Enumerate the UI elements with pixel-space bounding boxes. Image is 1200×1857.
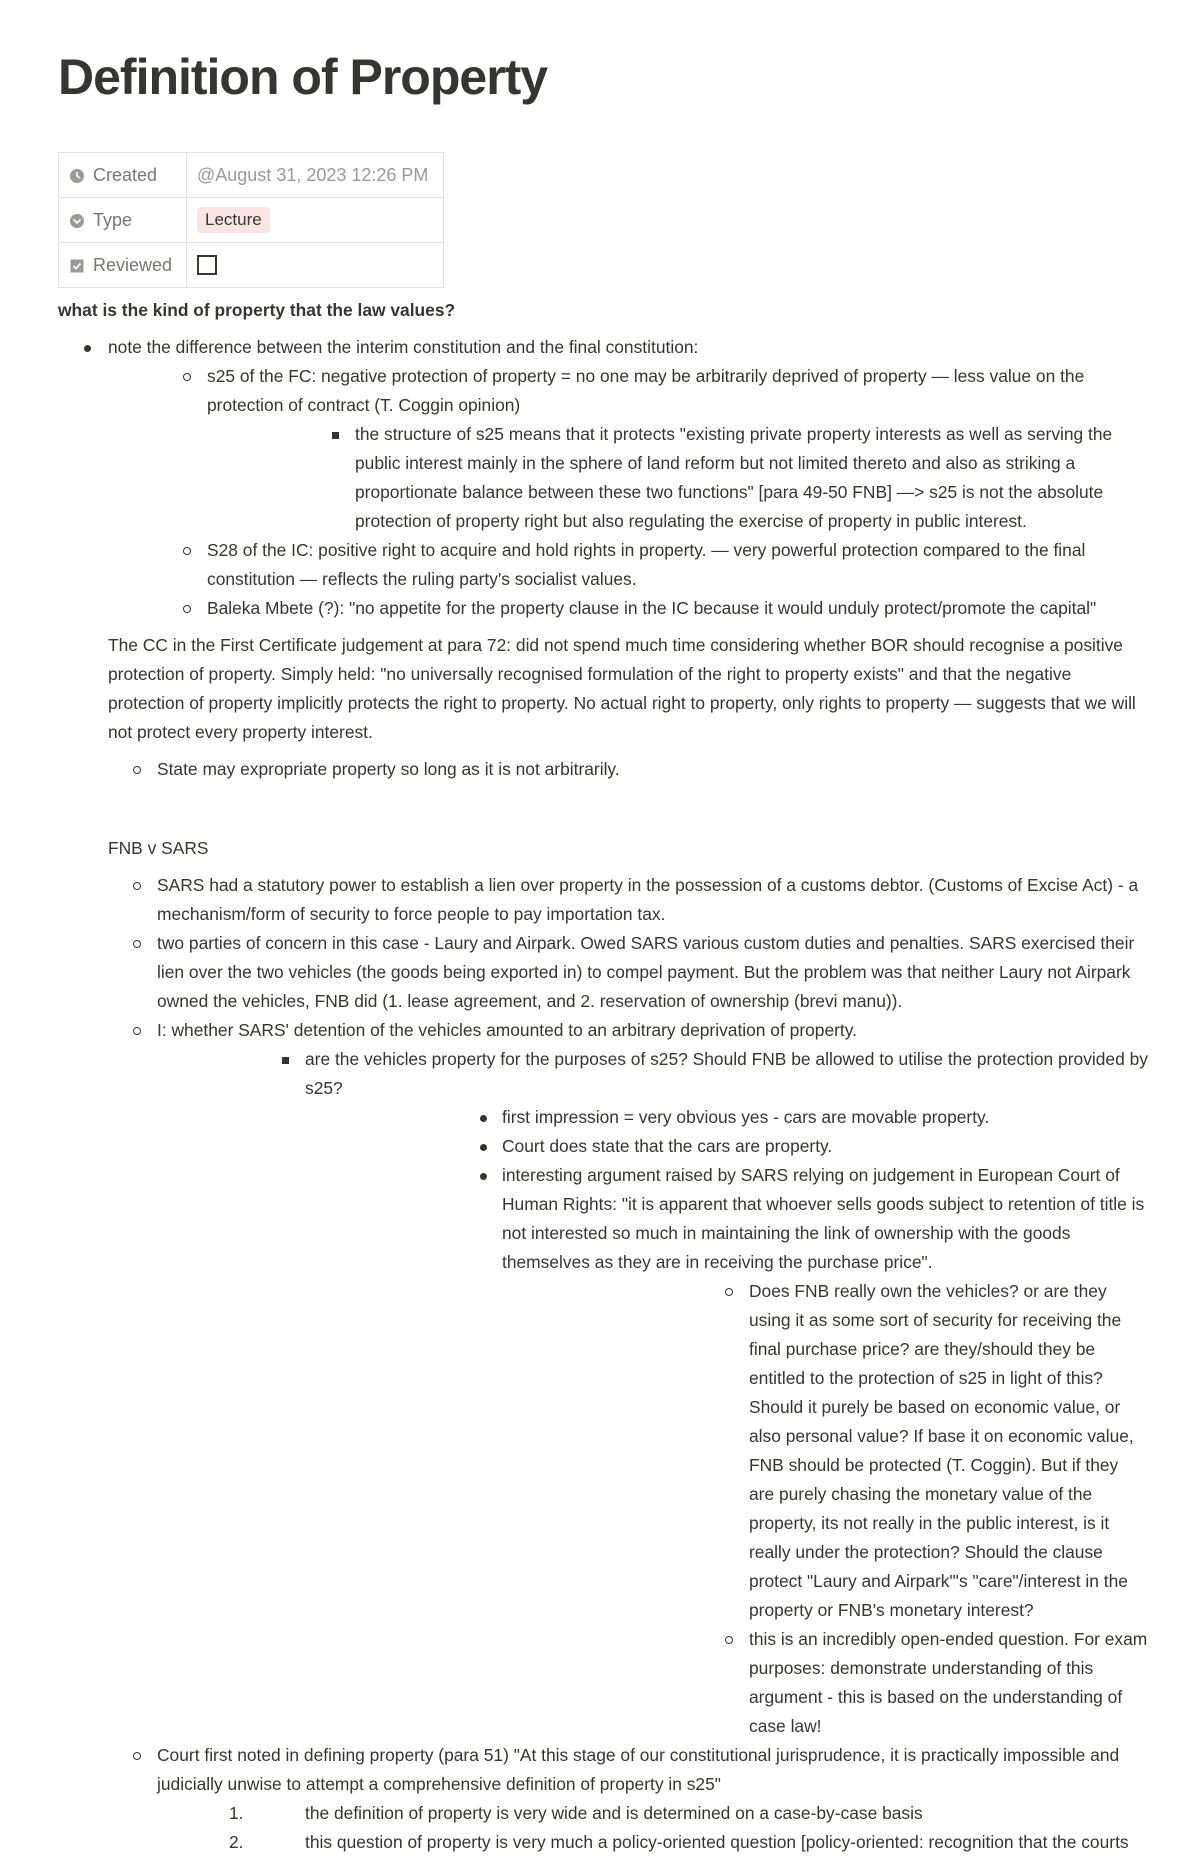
point-1-text: the definition of property is very wide and is determined on a case-by-case basis bbox=[305, 1803, 923, 1823]
open-ended-text: this is an incredibly open-ended question. For exam purposes: demonstrate understanding of this argument - this is based on the understanding of case law! bbox=[749, 1629, 1148, 1736]
bullet-list bbox=[502, 1277, 1148, 1741]
vehicles-question-text: are the vehicles property for the purposes of s25? Should FNB be allowed to utilise the protection provided by s25? bbox=[305, 1049, 1148, 1098]
s25-structure-text: the structure of s25 means that it protects "existing private property interests as well as serving the public interest mainly in the sphere of land reform but not limited thereto and also as striking a proportionate balance between these two functions" [para 49-50 FNB] —> s25 is not the absolute protection of property right but also regulating the exercise of property in public interest. bbox=[355, 424, 1113, 531]
sars-power-text: SARS had a statutory power to establish a lien over property in the possession of a customs debtor. (Customs of Excise Act) - a mechanism/form of security to force people to pay importation tax. bbox=[157, 875, 1139, 924]
interesting-text: interesting argument raised by SARS relying on judgement in European Court of Human Rights: "it is apparent that whoever sells goods subject to retention of title is not interested so much in maintaining the link of ownership with the goods themselves as they are in receiving the purchase price". bbox=[502, 1165, 1145, 1272]
bullet-list bbox=[108, 362, 1148, 623]
created-label: Created bbox=[93, 164, 158, 185]
question-heading: what is the kind of property that the law values? bbox=[58, 300, 456, 320]
note-text: note the difference between the interim constitution and the final constitution: bbox=[108, 337, 699, 357]
court-first-text: Court first noted in defining property (para 51) "At this stage of our constitutional jurisprudence, it is practically impossible and judicially unwise to attempt a comprehensive definition of property in s25" bbox=[157, 1745, 1120, 1794]
bullet-list bbox=[58, 871, 1148, 1857]
property-key-reviewed bbox=[59, 243, 187, 288]
bullet-list bbox=[58, 333, 1148, 623]
list-item bbox=[58, 755, 1148, 784]
baleka-text: Baleka Mbete (?): "no appetite for the property clause in the IC because it would unduly protect/promote the capital" bbox=[207, 598, 1097, 618]
list-item bbox=[305, 1103, 1148, 1132]
numbered-list bbox=[157, 1799, 1148, 1857]
page-body bbox=[58, 296, 1148, 1857]
first-impression-text: first impression = very obvious yes - cars are movable property. bbox=[502, 1107, 990, 1127]
property-key-type bbox=[59, 198, 187, 243]
bullet-list bbox=[207, 420, 1148, 536]
court-state-text: Court does state that the cars are property. bbox=[502, 1136, 833, 1156]
select-icon bbox=[69, 213, 85, 229]
created-date: @August 31, 2023 12:26 PM bbox=[197, 164, 429, 185]
list-item bbox=[108, 362, 1148, 536]
property-value-reviewed bbox=[187, 243, 444, 288]
page-title: Definition of Property bbox=[58, 49, 548, 105]
parties-text: two parties of concern in this case - Laury and Airpark. Owed SARS various custom duties and penalties. SARS exercised their lien over the two vehicles (the goods being exported in) to compel payment. But the problem was that neither Laury not Airpark owned the vehicles, FNB did (1. lease agreement, and 2. reservation of ownership (brevi manu)). bbox=[157, 933, 1135, 1011]
list-item bbox=[58, 333, 1148, 623]
bullet-list bbox=[58, 755, 1148, 784]
bullet-list bbox=[157, 1045, 1148, 1741]
s25-text: s25 of the FC: negative protection of property = no one may be arbitrarily deprived of property — less value on the protection of contract (T. Coggin opinion) bbox=[207, 366, 1085, 415]
list-item bbox=[58, 1016, 1148, 1741]
list-item bbox=[502, 1277, 1148, 1625]
list-item bbox=[502, 1625, 1148, 1741]
state-text: State may expropriate property so long as it is not arbitrarily. bbox=[157, 759, 620, 779]
list-number: 1. bbox=[229, 1803, 244, 1823]
checkbox-icon bbox=[69, 258, 85, 274]
list-item bbox=[305, 1161, 1148, 1741]
property-row-type bbox=[59, 198, 444, 243]
reviewed-checkbox[interactable] bbox=[197, 255, 217, 275]
property-row-reviewed bbox=[59, 243, 444, 288]
list-item bbox=[108, 594, 1148, 623]
list-item bbox=[157, 1828, 1148, 1857]
list-item bbox=[58, 871, 1148, 929]
type-tag: Lecture bbox=[197, 207, 270, 233]
list-item bbox=[207, 420, 1148, 536]
list-item bbox=[157, 1045, 1148, 1741]
s28-text: S28 of the IC: positive right to acquire and hold rights in property. — very powerful protection compared to the final constitution — reflects the ruling party's socialist values. bbox=[207, 540, 1086, 589]
list-number: 2. bbox=[229, 1832, 244, 1852]
list-item bbox=[58, 929, 1148, 1016]
cc-paragraph: The CC in the First Certificate judgement at para 72: did not spend much time considering whether BOR should recognise a positive protection of property. Simply held: "no universally recognised formulation of the right to property exists" and that the negative protection of property implicitly protects the right to property. No actual right to property, only rights to property — suggests that we will not protect every property interest. bbox=[108, 635, 1136, 742]
bullet-list bbox=[305, 1103, 1148, 1741]
property-value-type[interactable] bbox=[187, 198, 444, 243]
type-label: Type bbox=[93, 209, 133, 230]
issue-text: I: whether SARS' detention of the vehicles amounted to an arbitrary deprivation of property. bbox=[157, 1020, 857, 1040]
list-item bbox=[108, 536, 1148, 594]
fnb-heading: FNB v SARS bbox=[108, 838, 209, 858]
property-key-created bbox=[59, 153, 187, 198]
fnb-own-text: Does FNB really own the vehicles? or are they using it as some sort of security for receiving the final purchase price? are they/should they be entitled to the protection of s25 in light of this? Should it purely be based on economic value, or also personal value? If base it on economic value, FNB should be protected (T. Coggin). But if they are purely chasing the monetary value of the property, its not really in the public interest, is it really under the protection? Should the clause protect "Laury and Airpark"'s "care"/interest in the property or FNB's monetary interest? bbox=[749, 1281, 1134, 1620]
reviewed-label: Reviewed bbox=[93, 254, 173, 275]
properties-table bbox=[58, 152, 444, 288]
list-item bbox=[58, 1741, 1148, 1857]
list-item bbox=[157, 1799, 1148, 1828]
clock-icon bbox=[69, 168, 85, 184]
point-2-text: this question of property is very much a policy-oriented question [policy-oriented: recognition that the courts bbox=[305, 1832, 1129, 1852]
property-value-created[interactable] bbox=[187, 153, 444, 198]
property-row-created bbox=[59, 153, 444, 198]
list-item bbox=[305, 1132, 1148, 1161]
